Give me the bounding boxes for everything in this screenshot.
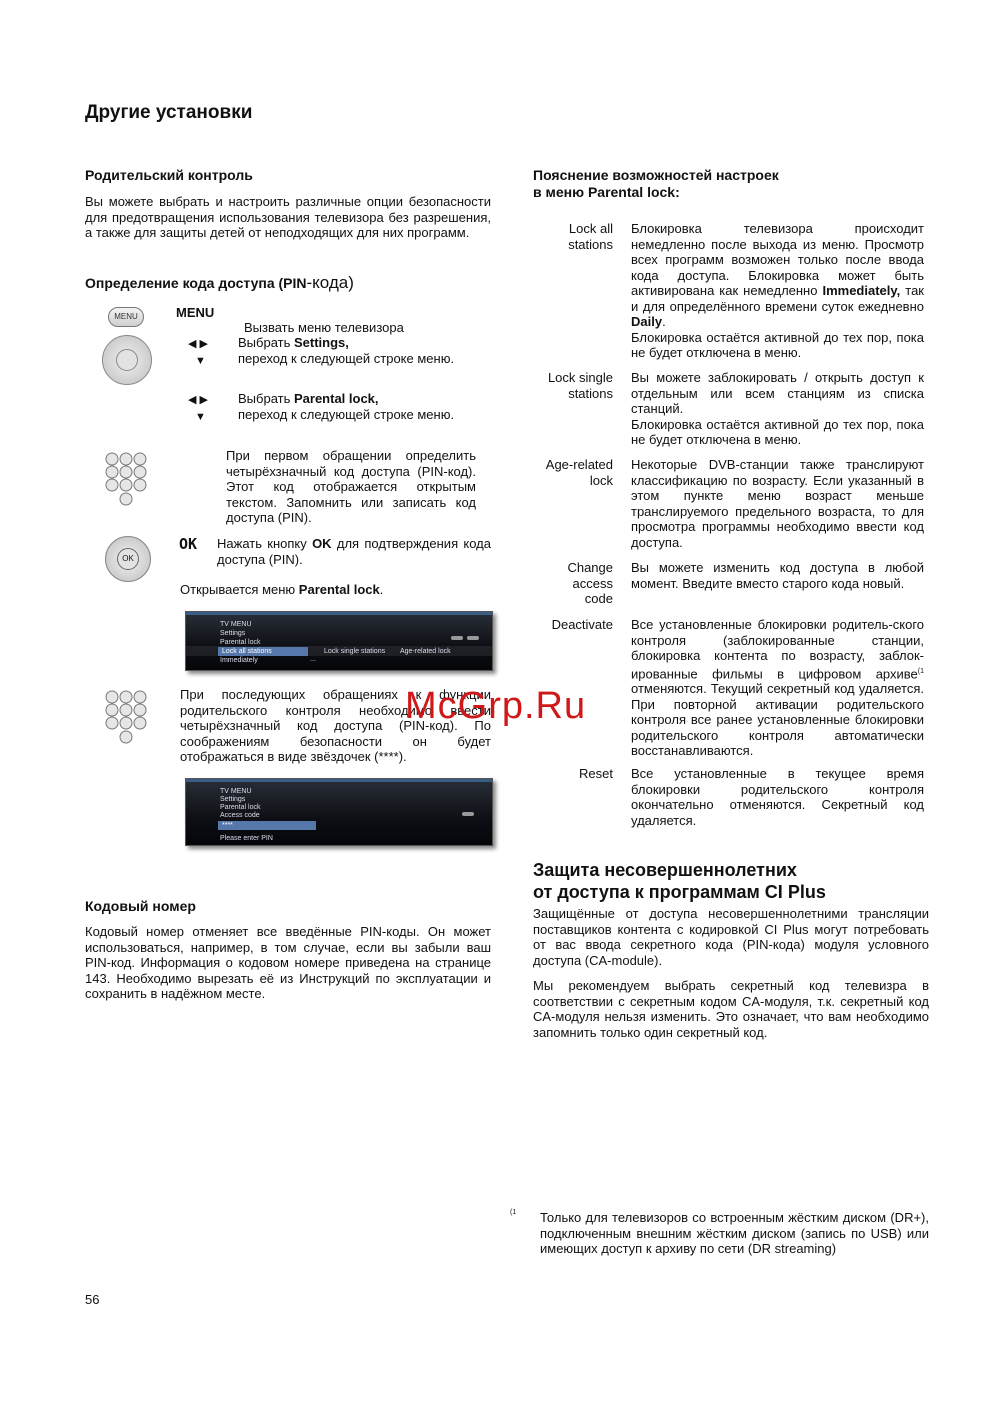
screen2-pin-field: ****	[218, 821, 316, 830]
term-line: access	[572, 575, 613, 591]
term-lock-all-stations	[535, 221, 613, 252]
ci-text-1: Защищённые от доступа несовершеннолетними трансляции поставщиков контента с кодировкой CI Plus могут потребовать от вас ввода секретного кода (PIN-кода) модуля условного доступа (CA-module).	[533, 906, 929, 968]
term-reset	[535, 766, 613, 782]
nav-wheel-icon	[102, 335, 152, 385]
explain-heading-line1: Пояснение возможностей настроек	[533, 167, 779, 183]
left-right-arrows-icon: ◀ ▶	[188, 338, 208, 350]
def-lock-single-stations	[631, 370, 924, 448]
def-bold: Immediately,	[822, 283, 901, 298]
term-line: stations	[568, 236, 613, 252]
watermark: McGrp.Ru	[405, 685, 587, 727]
step4-text: При первом обращении определить четырёхзначный код доступа (PIN-код). Этот код отображается открытым текстом. Запомнить или записать код доступа (PIN).	[226, 448, 476, 525]
opens-post: .	[379, 582, 384, 597]
step2-bold: Settings,	[293, 335, 349, 350]
parental-text: Вы можете выбрать и настроить различные опции безопасности для предотвращения использования телевизора без разрешения, а также для защиты детей от неподходящих для них программ.	[85, 194, 491, 240]
step5-text	[217, 536, 491, 567]
pin-heading-bold: Определение кода доступа (PIN	[85, 275, 307, 291]
term-line: Reset	[579, 766, 613, 781]
left-right-arrows-icon-2: ◀ ▶	[188, 394, 208, 406]
ok-key-label: OK	[179, 535, 198, 553]
code-heading: Кодовый номер	[85, 898, 196, 914]
term-line: Deactivate	[551, 617, 613, 632]
screen1-line4-opt2: Age-related lock	[400, 648, 451, 655]
term-change-access-code	[535, 560, 613, 607]
term-age-related-lock	[535, 457, 613, 488]
def-text: Блокировка телевизора происходит немедленно после выхода из меню. Просмотр всех программ возможен только после ввода кода доступа. Блокировка может быть активирована как немедленно	[631, 221, 924, 298]
step5-pre: Нажать кнопку	[217, 536, 313, 551]
pin-heading	[85, 273, 354, 293]
ci-text-2: Мы рекомендуем выбрать секретный код телевизра в соответствии с секретным кодом CA-модуля, т.к. секретный код CA-модуля нельзя изменить. Это означает, что вам необходимо запомнить только один секретный код.	[533, 978, 929, 1040]
term-line: stations	[568, 385, 613, 401]
screen2-line1: TV MENU	[220, 788, 252, 795]
explain-heading-line2: в меню Parental lock:	[533, 184, 680, 200]
screen1-line4	[218, 647, 308, 656]
ci-heading	[533, 859, 826, 903]
screen1-line5: Immediately	[220, 657, 258, 664]
def-bold: Daily	[631, 314, 663, 329]
screen2-line5	[218, 821, 316, 830]
screen1-line4-opt1: Lock single stations	[324, 648, 386, 655]
term-line: Lock all	[568, 221, 613, 236]
term-line: Change	[567, 560, 613, 575]
step2-text: переход к следующей строке меню.	[238, 351, 455, 366]
def-change-access-code: Вы можете изменить код доступа в любой момент. Введите вместо старого кода новый.	[631, 560, 924, 591]
def-text: Блокировка остаётся активной до тех пор, пока не будет отключена в меню.	[631, 329, 924, 360]
step1-text: Вызвать меню телевизора	[244, 320, 404, 335]
screen1-line1: TV MENU	[220, 621, 252, 628]
numeric-keypad-icon-2	[104, 690, 150, 748]
def-lock-all-stations	[631, 221, 924, 361]
def-age-related-lock: Некоторые DVB-станции также транслируют классификацию по возрасту. Если указанный в этом пункте меню возраст меньше транслируемого предельного возраста, то для просмотра программы необходимо ввести код доступа.	[631, 457, 924, 550]
ok-button-glyph: OK	[117, 548, 139, 570]
term-line: Lock single	[547, 370, 613, 385]
screen1-line5-more: ...	[310, 656, 316, 663]
screen2-line3: Parental lock	[220, 804, 261, 811]
page-number: 56	[85, 1292, 100, 1307]
step5-bold: OK	[312, 536, 332, 551]
step5-post: для подтверждения кода доступа (PIN).	[217, 536, 491, 567]
footnote-mark: (1	[510, 1209, 517, 1216]
term-deactivate	[535, 617, 613, 633]
ok-wheel-icon	[105, 536, 151, 582]
def-text: .	[662, 314, 666, 329]
opens-text	[180, 582, 383, 598]
down-arrow-icon: ▼	[195, 355, 206, 367]
ci-heading-line2: от доступа к программам CI Plus	[533, 882, 826, 902]
def-text: отменяются. Текущий секретный код удаляется. При повторной активации родительского контроля все ранее установленные блокировки родительского контроля автоматически восстанавливаются.	[631, 681, 924, 759]
term-line: lock	[589, 472, 613, 488]
step3-select	[238, 391, 379, 407]
menu-key-label: MENU	[176, 305, 215, 320]
def-deactivate	[631, 617, 924, 759]
explain-heading	[533, 167, 779, 201]
screen1-line3: Parental lock	[220, 639, 261, 646]
ci-heading-line1: Защита несовершеннолетних	[533, 860, 797, 880]
parental-heading: Родительский контроль	[85, 167, 253, 183]
step2-select	[238, 335, 349, 351]
opens-pre: Открывается меню	[180, 582, 299, 597]
step3-pre: Выбрать	[238, 391, 294, 406]
screen2-footer: Please enter PIN	[220, 835, 273, 842]
pin-heading-rest: -кода)	[306, 273, 354, 292]
term-line: Age-related	[545, 457, 613, 472]
screen1-line4-selected: Lock all stations	[218, 647, 308, 656]
step6-text: При последующих обращениях к функции родительского контроля необходимо ввести четырёхзначный код доступа (PIN-код). По соображениям безопасности он будет отображаться в виде звёздочек (****).	[180, 687, 491, 764]
step2-pre: Выбрать	[238, 335, 294, 350]
tv-menu-screenshot-parental-lock	[185, 611, 493, 671]
footnote-text: Только для телевизоров со встроенным жёстким диском (DR+), подключенным внешним жёстким диском (запись по USB) или имеющих доступ к архиву по сети (DR streaming)	[540, 1210, 929, 1256]
def-text: Блокировка остаётся активной до тех пор, пока не будет отключена в меню.	[631, 416, 924, 447]
step3-text: переход к следующей строке меню.	[238, 407, 455, 422]
def-text: Вы можете заблокировать / открыть доступ к отдельным или всем станциям из списка станций.	[631, 370, 924, 416]
code-text: Кодовый номер отменяет все введённые PIN-коды. Он может использоваться, например, в том случае, если вы забыли ваш PIN-код. Информация о кодовом номере приведена на странице 143. Необходимо вырезать её из Инструкций по эксплуатации и сохранить в надёжном месте.	[85, 924, 491, 1001]
footnote-ref: (1	[917, 667, 924, 675]
term-line: code	[584, 591, 613, 606]
tv-menu-screenshot-access-code	[185, 778, 493, 846]
def-text: Все установленные блокировки родитель-ского контроля (заблокированные станции, блокировка контента по возрасту, заблок-ированные фильмы в цифровом архиве	[631, 617, 924, 681]
def-reset: Все установленные в текущее время блокировки родительского контроля окончательно отменяются. Секретный код удаляется.	[631, 766, 924, 828]
opens-bold: Parental lock	[298, 582, 380, 597]
step3-bold: Parental lock,	[293, 391, 379, 406]
def-text: так и для определённого времени суток ежедневно	[631, 283, 924, 314]
screen1-line2: Settings	[220, 630, 246, 637]
down-arrow-icon-2: ▼	[195, 411, 206, 423]
menu-button-icon	[108, 307, 144, 327]
numeric-keypad-icon	[104, 452, 150, 510]
menu-button-glyph: MENU	[114, 312, 138, 321]
page-title: Другие установки	[85, 102, 253, 123]
screen2-line4: Access code	[220, 812, 260, 819]
screen2-line2: Settings	[220, 796, 246, 803]
term-lock-single-stations	[535, 370, 613, 401]
